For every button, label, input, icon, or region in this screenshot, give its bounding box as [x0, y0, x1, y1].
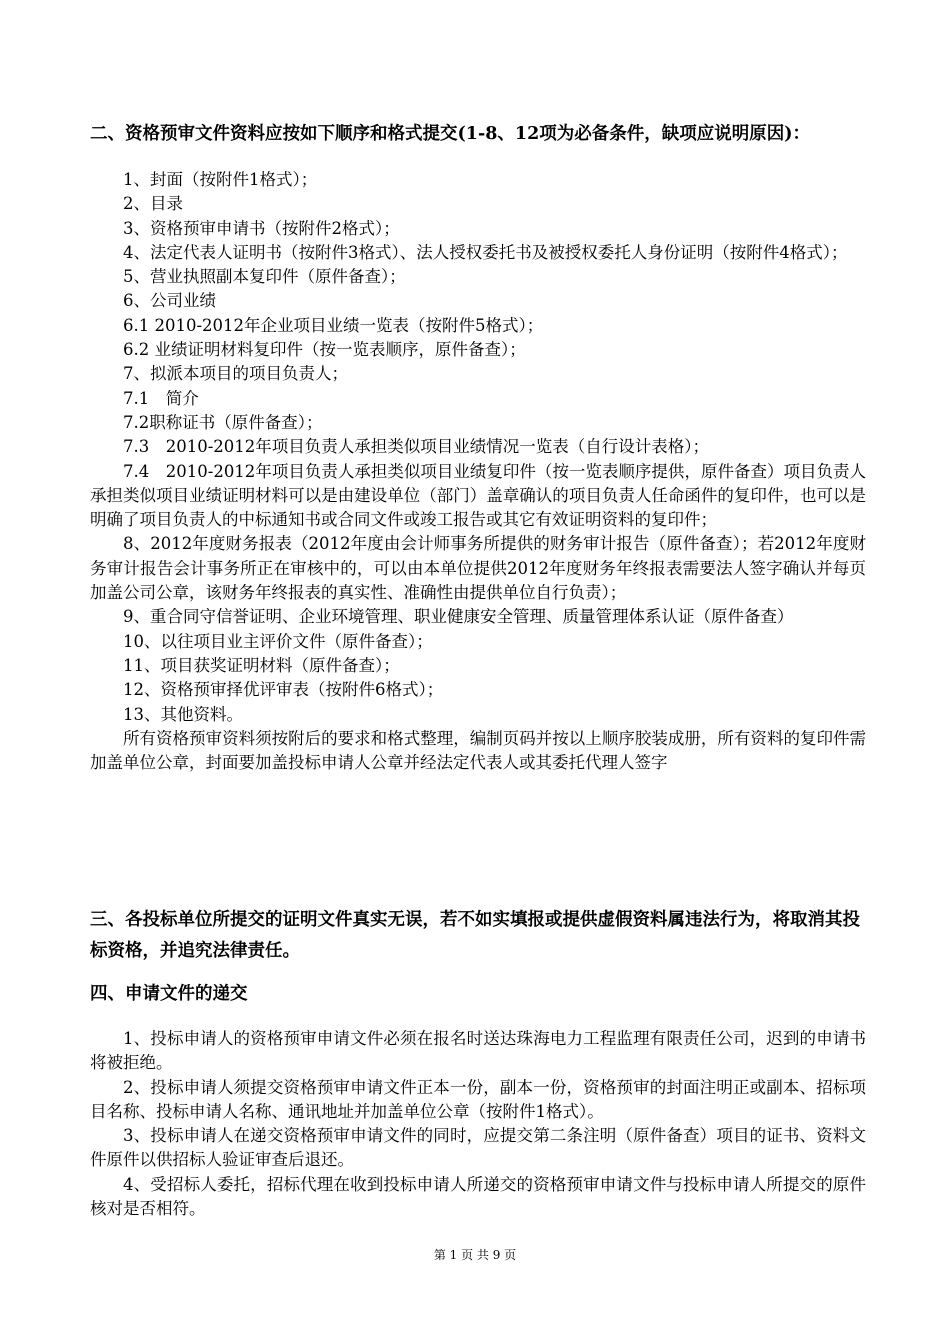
section-4-heading: 四、申请文件的递交 — [90, 984, 248, 1004]
list-item: 2、投标申请人须提交资格预审申请文件正本一份，副本一份，资格预审的封面注明正或副本、招标项目名称、投标申请人名称、通讯地址并加盖单位公章（按附件1格式）。 — [90, 1077, 866, 1121]
list-item: 3、资格预审申请书（按附件2格式）； — [123, 218, 400, 238]
list-item: 7.3 2010-2012年项目负责人承担类似项目业绩情况一览表（自行设计表格）； — [123, 437, 710, 457]
list-item: 11、项目获奖证明材料（原件备查）； — [123, 655, 400, 675]
list-item: 3、投标申请人在递交资格预审申请文件的同时，应提交第二条注明（原件备查）项目的证书、资料文件原件以供招标人验证审查后退还。 — [90, 1126, 866, 1170]
list-item: 1、封面（按附件1格式）； — [123, 170, 318, 189]
list-item: 6、公司业绩 — [123, 291, 216, 311]
list-item: 7.1 简介 — [123, 388, 199, 408]
section-4-list — [90, 1027, 866, 1221]
closing-paragraph: 所有资格预审资料须按附后的要求和格式整理，编制页码并按以上顺序胶装成册，所有资料的复印件需加盖单位公章，封面要加盖投标申请人公章并经法定代表人或其委托代理人签字 — [90, 728, 866, 773]
list-item: 10、以往项目业主评价文件（原件备查）； — [123, 631, 433, 651]
list-item: 6.1 2010-2012年企业项目业绩一览表（按附件5格式）； — [123, 315, 544, 335]
section-2-heading: 二、资格预审文件资料应按如下顺序和格式提交(1-8、12项为必备条件，缺项应说明原因)： — [90, 124, 811, 144]
list-item: 4、法定代表人证明书（按附件3格式）、法人授权委托书及被授权委托人身份证明（按附件4格式）； — [123, 242, 848, 262]
section-3-heading: 三、各投标单位所提交的证明文件真实无误，若不如实填报或提供虚假资料属违法行为，将取消其投标资格，并追究法律责任。 — [90, 910, 860, 961]
list-item: 8、2012年度财务报表（2012年度由会计师事务所提供的财务审计报告（原件备查）；若2012年度财务审计报告会计事务所正在审核中的，可以由本单位提供2012年度财务年终报表需要法人签字确认并每页加盖公司公章，该财务年终报表的真实性、准确性由提供单位自行负责）； — [90, 534, 866, 603]
list-item: 1、投标申请人的资格预审申请文件必须在报名时送达珠海电力工程监理有限责任公司，迟到的申请书将被拒绝。 — [90, 1029, 866, 1073]
list-item: 6.2 业绩证明材料复印件（按一览表顺序，原件备查）； — [123, 340, 526, 360]
page-footer: 第 1 页 共 9 页 — [433, 1248, 517, 1262]
list-item: 7.2职称证书（原件备查）； — [123, 412, 323, 432]
list-item: 5、营业执照副本复印件（原件备查）； — [123, 267, 406, 287]
list-item: 7、拟派本项目的项目负责人； — [123, 364, 348, 384]
list-item: 13、其他资料。 — [123, 704, 243, 724]
section-2-list — [90, 168, 866, 775]
list-item: 4、受招标人委托，招标代理在收到投标申请人所递交的资格预审申请文件与投标申请人所提交的原件核对是否相符。 — [90, 1174, 866, 1219]
list-item: 9、重合同守信誉证明、企业环境管理、职业健康安全管理、质量管理体系认证（原件备查） — [123, 607, 794, 627]
list-item: 12、资格预审择优评审表（按附件6格式）； — [123, 680, 444, 700]
list-item: 7.4 2010-2012年项目负责人承担类似项目业绩复印件（按一览表顺序提供，原件备查）项目负责人承担类似项目业绩证明材料可以是由建设单位（部门）盖章确认的项目负责人任命函件的复印件，也可以是明确了项目负责人的中标通知书或合同文件或竣工报告或其它有效证明资料的复印件； — [90, 461, 866, 530]
list-item: 2、目录 — [123, 194, 183, 214]
